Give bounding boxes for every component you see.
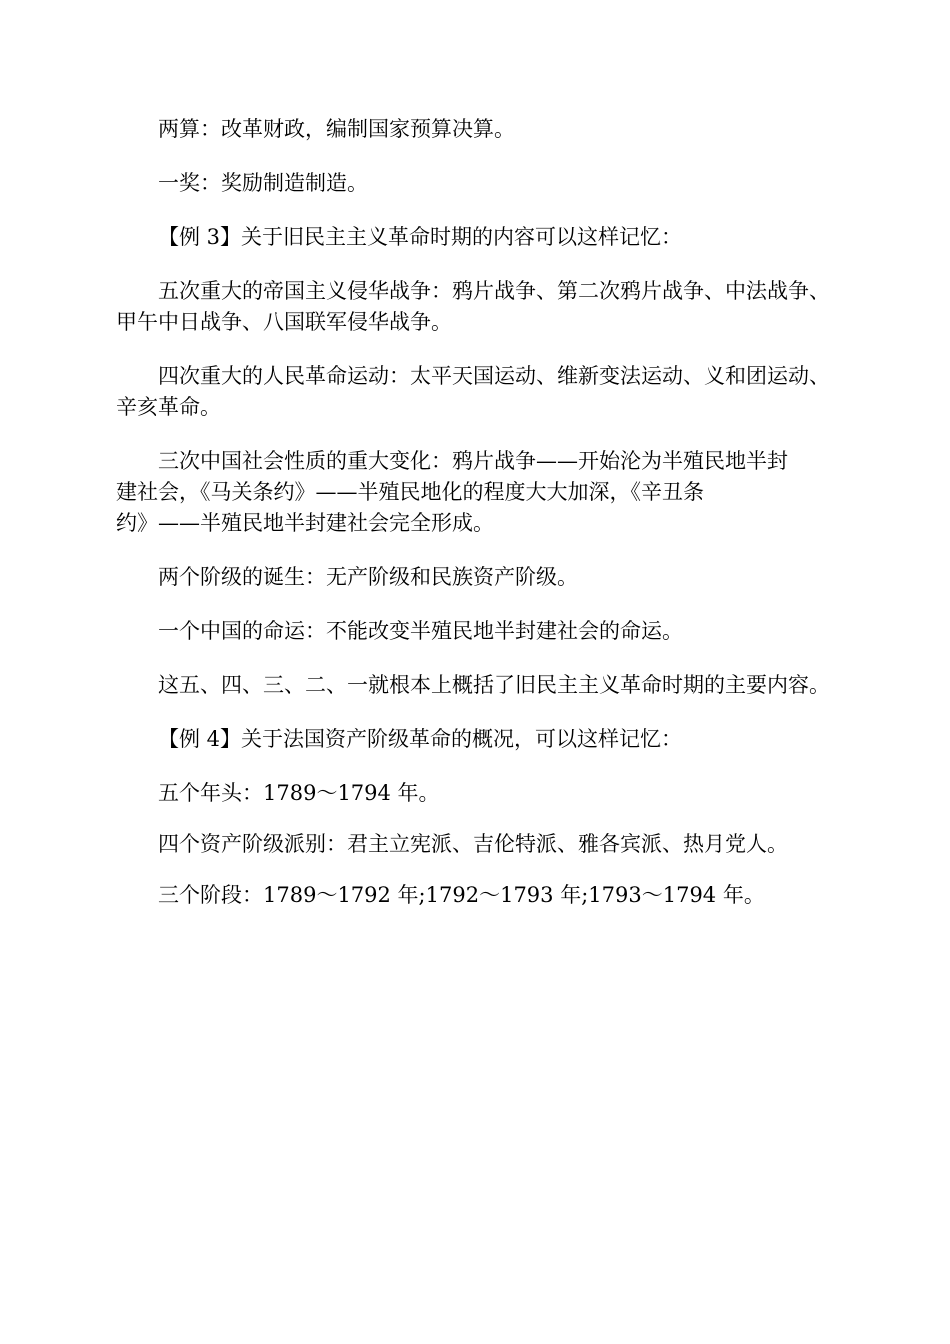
paragraph-three-changes-line-1: 三次中国社会性质的重大变化：鸦片战争——开始沦为半殖民地半封 (158, 449, 788, 473)
paragraph-one-fate: 一个中国的命运：不能改变半殖民地半封建社会的命运。 (158, 619, 683, 643)
paragraph-three-stages: 三个阶段：1789～1792 年;1792～1793 年;1793～1794 年。 (158, 883, 765, 907)
paragraph-three-changes-line-2: 建社会，《马关条约》——半殖民地化的程度大大加深，《辛丑条 (116, 480, 704, 504)
paragraph-four-factions: 四个资产阶级派别：君主立宪派、吉伦特派、雅各宾派、热月党人。 (158, 832, 788, 856)
example-4-heading: 【例 4】关于法国资产阶级革命的概况，可以这样记忆： (158, 727, 683, 751)
document-body (116, 114, 834, 931)
paragraph-summary: 这五、四、三、二、一就根本上概括了旧民主主义革命时期的主要内容。 (158, 673, 830, 697)
paragraph-three-changes-line-3: 约》——半殖民地半封建社会完全形成。 (116, 511, 494, 535)
paragraph-two-budgets: 两算：改革财政，编制国家预算决算。 (158, 117, 515, 141)
paragraph-two-classes: 两个阶级的诞生：无产阶级和民族资产阶级。 (158, 565, 578, 589)
paragraph-three-changes (116, 446, 834, 539)
paragraph-five-wars: 五次重大的帝国主义侵华战争：鸦片战争、第二次鸦片战争、中法战争、甲午中日战争、八国联军侵华战争。 (116, 279, 830, 334)
paragraph-four-movements: 四次重大的人民革命运动：太平天国运动、维新变法运动、义和团运动、辛亥革命。 (116, 364, 830, 419)
example-3-heading: 【例 3】关于旧民主主义革命时期的内容可以这样记忆： (158, 225, 683, 249)
paragraph-one-reward: 一奖：奖励制造制造。 (158, 171, 368, 195)
paragraph-five-years: 五个年头：1789～1794 年。 (158, 781, 440, 805)
